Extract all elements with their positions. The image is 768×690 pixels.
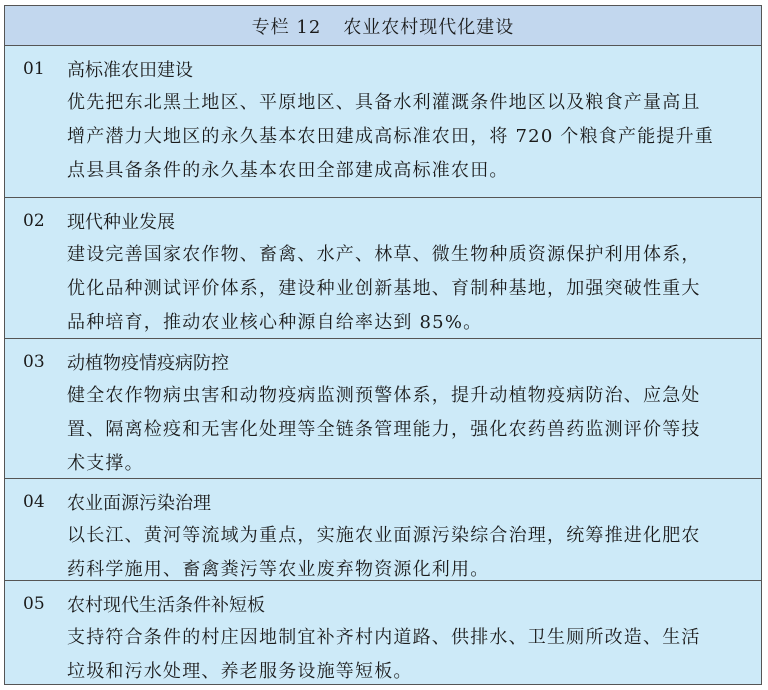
section-title: 农村现代生活条件补短板 bbox=[67, 595, 265, 616]
section-03 bbox=[5, 339, 761, 479]
section-body-line: 术支撑。 bbox=[67, 453, 144, 474]
section-01 bbox=[5, 46, 761, 198]
section-number: 03 bbox=[23, 352, 45, 372]
column-number: 专栏 12 bbox=[251, 16, 322, 38]
section-body-line: 优化品种测试评价体系，建设种业创新基地、育制种基地，加强突破性重大 bbox=[67, 278, 701, 299]
section-body-line: 垃圾和污水处理、养老服务设施等短板。 bbox=[67, 661, 413, 682]
column-header bbox=[5, 6, 761, 46]
section-number: 01 bbox=[23, 59, 45, 79]
section-04 bbox=[5, 479, 761, 581]
section-title: 现代种业发展 bbox=[67, 212, 175, 233]
section-body-line: 点县具备条件的永久基本农田全部建成高标准农田。 bbox=[67, 160, 509, 181]
section-title-row bbox=[5, 587, 761, 621]
column-box bbox=[4, 5, 762, 685]
section-body-line: 健全农作物病虫害和动物疫病监测预警体系，提升动植物疫病防治、应急处 bbox=[67, 385, 701, 406]
section-body-line: 药科学施用、畜禽粪污等农业废弃物资源化利用。 bbox=[67, 559, 490, 580]
section-title-row bbox=[5, 485, 761, 519]
section-body-line: 支持符合条件的村庄因地制宜补齐村内道路、供排水、卫生厕所改造、生活 bbox=[67, 627, 701, 648]
section-title-row bbox=[5, 52, 761, 86]
section-title-row bbox=[5, 345, 761, 379]
section-title: 动植物疫情疫病防控 bbox=[67, 353, 229, 374]
section-number: 04 bbox=[23, 492, 45, 512]
section-title: 高标准农田建设 bbox=[67, 60, 193, 81]
section-body-line: 置、隔离检疫和无害化处理等全链条管理能力，强化农药兽药监测评价等技 bbox=[67, 419, 701, 440]
section-body-line: 优先把东北黑土地区、平原地区、具备水利灌溉条件地区以及粮食产量高且 bbox=[67, 92, 701, 113]
section-02 bbox=[5, 198, 761, 339]
section-title: 农业面源污染治理 bbox=[67, 493, 211, 514]
section-body-line: 品种培育，推动农业核心种源自给率达到 85%。 bbox=[67, 312, 483, 333]
section-body-line: 增产潜力大地区的永久基本农田建成高标准农田，将 720 个粮食产能提升重 bbox=[67, 126, 714, 147]
section-number: 02 bbox=[23, 211, 45, 231]
section-body-line: 以长江、黄河等流域为重点，实施农业面源污染综合治理，统筹推进化肥农 bbox=[67, 525, 701, 546]
section-number: 05 bbox=[23, 594, 45, 614]
section-title-row bbox=[5, 204, 761, 238]
section-body-line: 建设完善国家农作物、畜禽、水产、林草、微生物种质资源保护利用体系， bbox=[67, 244, 701, 265]
section-05 bbox=[5, 581, 761, 685]
column-title: 农业农村现代化建设 bbox=[343, 16, 515, 38]
